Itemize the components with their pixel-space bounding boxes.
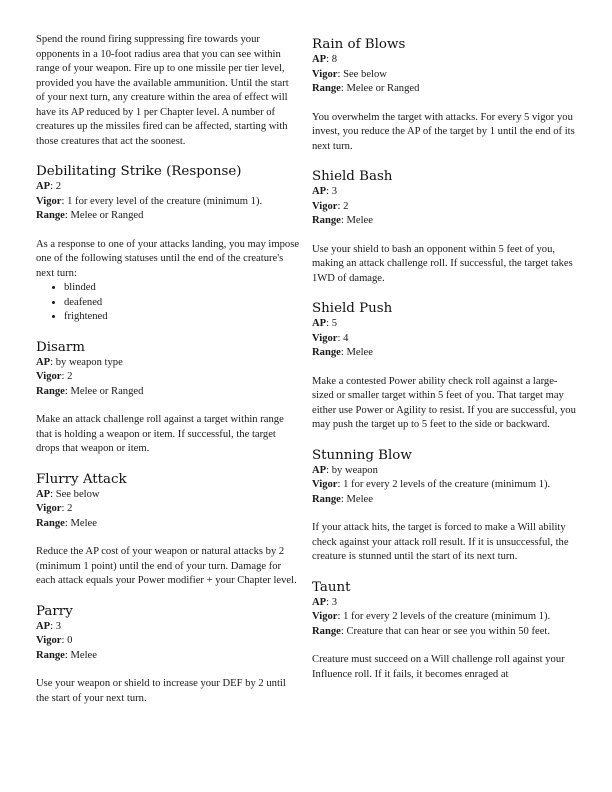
range-value: Melee or Ranged: [67, 385, 144, 397]
ability-title: Shield Bash: [312, 169, 393, 184]
range-stat: Range: Melee or Ranged: [312, 83, 420, 94]
range-value: Melee or Ranged: [67, 210, 144, 221]
ability-description: Creature must succeed on a Will challenge roll against your Influence roll. If it fails, it becomes enraged at: [312, 654, 565, 680]
ap-label: AP: [312, 54, 327, 65]
vigor-value: : 4: [337, 332, 349, 344]
ability-description: Make an attack challenge roll against a target within range that is holding a weapon or item. If successful, the target drops that weapon or item.: [36, 414, 284, 454]
range-label: Range: [36, 385, 65, 397]
list-item: • blinded: [64, 281, 300, 296]
ability-parry: [36, 603, 300, 707]
range-label: Range: [36, 517, 65, 529]
ap-label: AP: [312, 464, 327, 476]
ability-taunt: [312, 579, 576, 683]
ap-value: : See below: [50, 488, 100, 500]
ability-shield-bash: [312, 168, 576, 286]
ability-disarm: [36, 339, 300, 457]
vigor-value: : 2: [61, 371, 73, 382]
ability-title: Shield Push: [312, 301, 393, 316]
vigor-value: : 0: [61, 635, 73, 646]
ability-description: Reduce the AP cost of your weapon or natural attacks by 2 (minimum 1 point) until the end of your turn. Damage for each attack equals your Power modifier + your Chapter level.: [36, 546, 297, 586]
ap-stat: [36, 620, 300, 635]
ability-description: Make a contested Power ability check roll against a large-sized or smaller target within 5 feet of you. That target may either use Power or Agility to resist. If you are successful, you may push the target up to 5 feet to the side or backward.: [312, 375, 576, 430]
ability-stunning-blow: [312, 447, 576, 565]
vigor-stat: [36, 634, 300, 649]
ability-title: Debilitating Strike (Response): [36, 164, 242, 179]
vigor-stat: [36, 195, 300, 210]
status-list: [36, 281, 300, 325]
range-label: Range: [312, 215, 341, 226]
list-item: • deafened: [64, 296, 300, 311]
range-stat: Range: Melee: [36, 517, 97, 529]
vigor-value: : 1 for every 2 levels of the creature (minimum 1).: [337, 479, 551, 490]
ability-shield-push: [312, 300, 576, 433]
ap-label: AP: [312, 318, 327, 329]
ap-stat: [312, 185, 576, 200]
ability-description: As a response to one of your attacks landing, you may impose one of the following statuses until the end of the creature's next turn:: [36, 238, 300, 279]
ap-value: : 5: [326, 318, 338, 329]
range-label: Range: [312, 493, 341, 505]
vigor-value: : 1 for every 2 levels of the creature (minimum 1).: [337, 611, 551, 622]
vigor-label: Vigor: [312, 68, 338, 80]
ability-description: Use your weapon or shield to increase your DEF by 2 until the start of your next turn.: [36, 678, 286, 704]
range-stat: Range: Melee: [36, 649, 97, 661]
vigor-label: Vigor: [36, 195, 62, 207]
range-value: Melee: [343, 215, 373, 226]
intro-paragraph: Spend the round firing suppressing fire towards your opponents in a 10-foot radius area that you can see within range of your weapon. Fire up to one missile per tier level, provided you have the available ammunition. Until the start of your next turn, any creature within the area of effect will have its AP reduced by 1 per Chapter level. A number of creatures up the missiles fired can be affected, starting with those creatures that act the soonest.: [36, 34, 289, 147]
vigor-stat: [312, 200, 576, 215]
vigor-value: : 2: [337, 200, 349, 212]
vigor-label: Vigor: [36, 371, 62, 382]
range-stat: Range: Melee or Ranged: [36, 385, 144, 397]
list-item: • frightened: [64, 310, 300, 325]
range-stat: Range: Melee: [312, 347, 373, 358]
vigor-label: Vigor: [312, 200, 338, 212]
ability-description: Use your shield to bash an opponent within 5 feet of you, making an attack challenge roll. If successful, the target takes 1WD of damage.: [312, 243, 573, 284]
ap-label: AP: [312, 186, 327, 197]
ability-title: Parry: [36, 603, 73, 619]
ability-debilitating-strike: [36, 163, 300, 325]
ability-title: Disarm: [36, 339, 85, 355]
ability-description: If your attack hits, the target is forced to make a Will ability check against your attack roll result. If it is unsuccessful, the creature is stunned until the start of its next turn.: [312, 522, 569, 562]
ap-stat: [312, 53, 576, 68]
ap-value: : 3: [50, 620, 62, 632]
vigor-stat: [312, 68, 576, 83]
ap-value: : 8: [326, 54, 338, 65]
range-label: Range: [312, 625, 341, 637]
vigor-stat: [36, 502, 300, 517]
right-column: [312, 33, 576, 682]
vigor-stat: [312, 332, 576, 347]
range-value: Melee: [343, 347, 373, 358]
range-value: Melee: [67, 517, 97, 529]
range-stat: Range: Melee: [312, 493, 373, 505]
range-stat: Range: Melee or Ranged: [36, 210, 144, 221]
ap-label: AP: [36, 488, 51, 500]
vigor-label: Vigor: [312, 332, 338, 344]
ability-rain-of-blows: [312, 36, 576, 154]
ability-title: Stunning Blow: [312, 447, 412, 463]
ap-value: : 3: [326, 186, 338, 197]
vigor-value: : 1 for every level of the creature (minimum 1).: [61, 195, 263, 207]
range-label: Range: [36, 210, 65, 221]
vigor-stat: [312, 610, 576, 625]
ap-label: AP: [36, 181, 51, 192]
range-value: Melee or Ranged: [343, 83, 420, 94]
vigor-stat: [36, 370, 300, 385]
ap-value: : 3: [326, 596, 338, 608]
ap-label: AP: [36, 356, 51, 368]
vigor-label: Vigor: [312, 611, 338, 622]
ap-stat: [36, 488, 300, 503]
ability-title: Rain of Blows: [312, 37, 406, 52]
ap-stat: [36, 180, 300, 195]
range-label: Range: [312, 347, 341, 358]
range-stat: Range: Creature that can hear or see you within 50 feet.: [312, 625, 550, 637]
ap-label: AP: [312, 596, 327, 608]
vigor-label: Vigor: [312, 479, 338, 490]
ap-stat: [312, 317, 576, 332]
ability-title: Taunt: [312, 579, 351, 595]
ap-value: : by weapon: [326, 464, 378, 476]
ap-stat: [312, 464, 576, 479]
vigor-value: : See below: [337, 68, 387, 80]
vigor-stat: [312, 478, 576, 493]
ap-value: : 2: [50, 181, 62, 192]
range-label: Range: [36, 649, 65, 661]
ap-label: AP: [36, 620, 51, 632]
ability-title: Flurry Attack: [36, 471, 127, 487]
ap-stat: [312, 596, 576, 611]
range-value: Melee: [343, 493, 373, 505]
ability-flurry-attack: [36, 471, 300, 589]
ap-value: : by weapon type: [50, 356, 123, 368]
vigor-value: : 2: [61, 503, 73, 514]
left-column: [36, 33, 300, 706]
ap-stat: [36, 356, 300, 371]
range-value: Creature that can hear or see you within 50 feet.: [343, 625, 550, 637]
range-value: Melee: [67, 649, 97, 661]
ability-description: You overwhelm the target with attacks. For every 5 vigor you invest, you reduce the AP of the target by 1 until the end of its next turn.: [312, 111, 575, 152]
vigor-label: Vigor: [36, 635, 62, 646]
range-label: Range: [312, 83, 341, 94]
range-stat: Range: Melee: [312, 215, 373, 226]
vigor-label: Vigor: [36, 503, 62, 514]
